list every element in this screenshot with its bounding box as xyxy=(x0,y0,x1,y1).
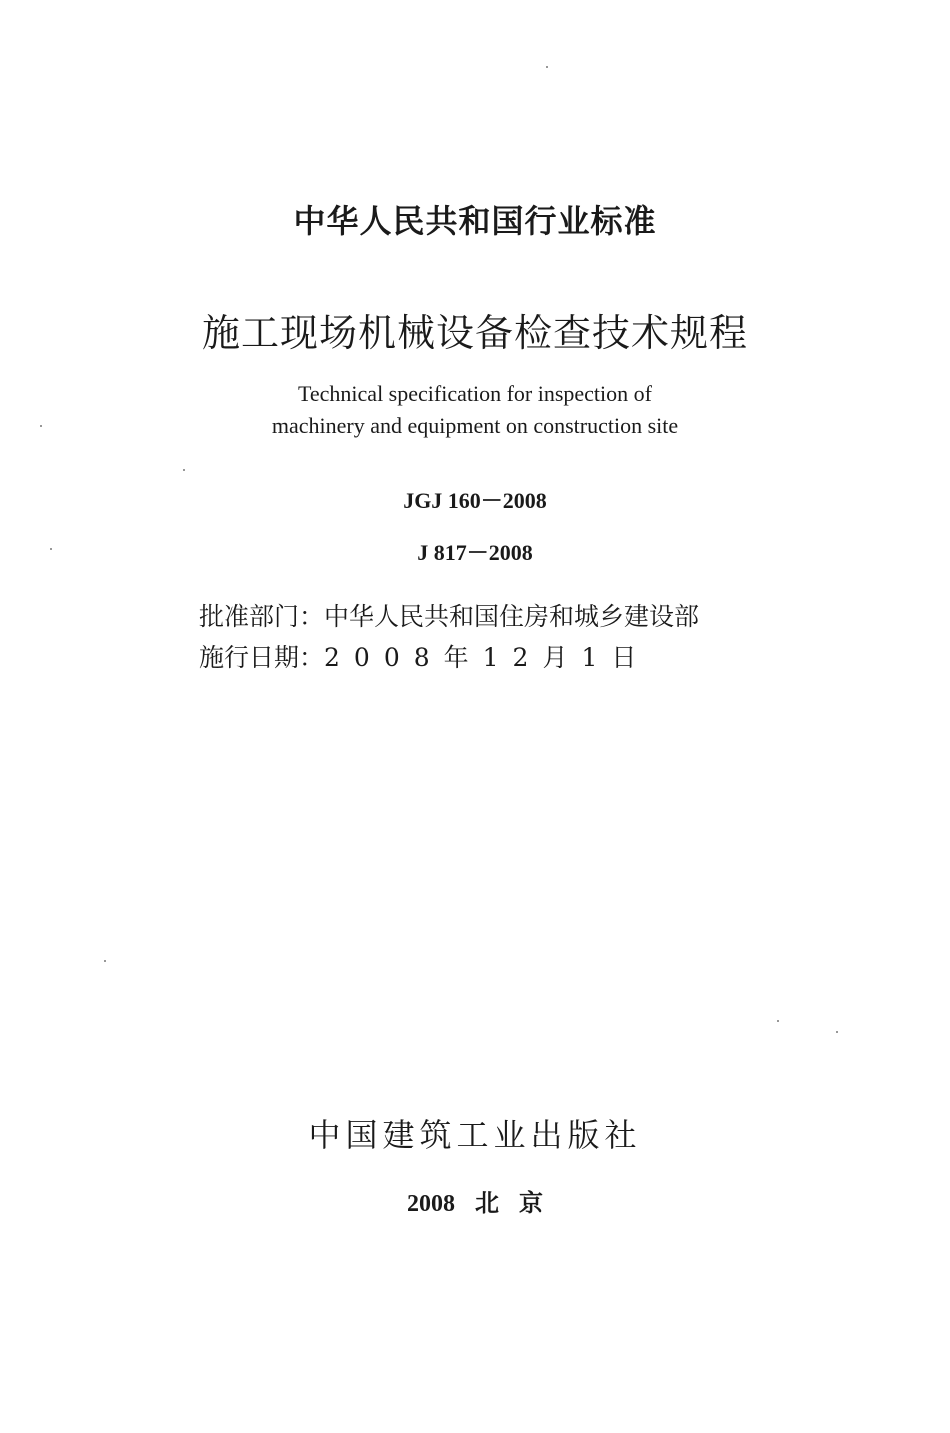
document-title-english-line-2: machinery and equipment on construction site xyxy=(271,413,679,438)
effective-date-value: 2008年12月1日 xyxy=(324,643,651,672)
scan-speck xyxy=(104,960,106,962)
standard-series-heading: 中华人民共和国行业标准 xyxy=(293,202,657,240)
publisher-name: 中国建筑工业出版社 xyxy=(308,1116,642,1154)
scan-speck xyxy=(50,548,52,550)
scan-speck xyxy=(40,425,42,427)
document-title-english-line-1: Technical specification for inspection of xyxy=(298,381,652,406)
standard-code: JGJ 160－2008 xyxy=(403,488,547,513)
scan-speck xyxy=(183,469,185,471)
publication-year-place: 2008 北 京 xyxy=(407,1191,543,1217)
approval-department-label: 批准部门： xyxy=(199,602,325,631)
scan-speck xyxy=(546,66,548,68)
scan-speck xyxy=(836,1031,838,1033)
record-code: J 817－2008 xyxy=(417,540,533,565)
approval-department-value: 中华人民共和国住房和城乡建设部 xyxy=(324,602,700,631)
document-title-chinese: 施工现场机械设备检查技术规程 xyxy=(201,311,748,355)
effective-date-row xyxy=(199,638,650,674)
effective-date-label: 施行日期： xyxy=(199,643,325,672)
approval-department-row xyxy=(199,597,699,633)
scan-speck xyxy=(777,1020,779,1022)
